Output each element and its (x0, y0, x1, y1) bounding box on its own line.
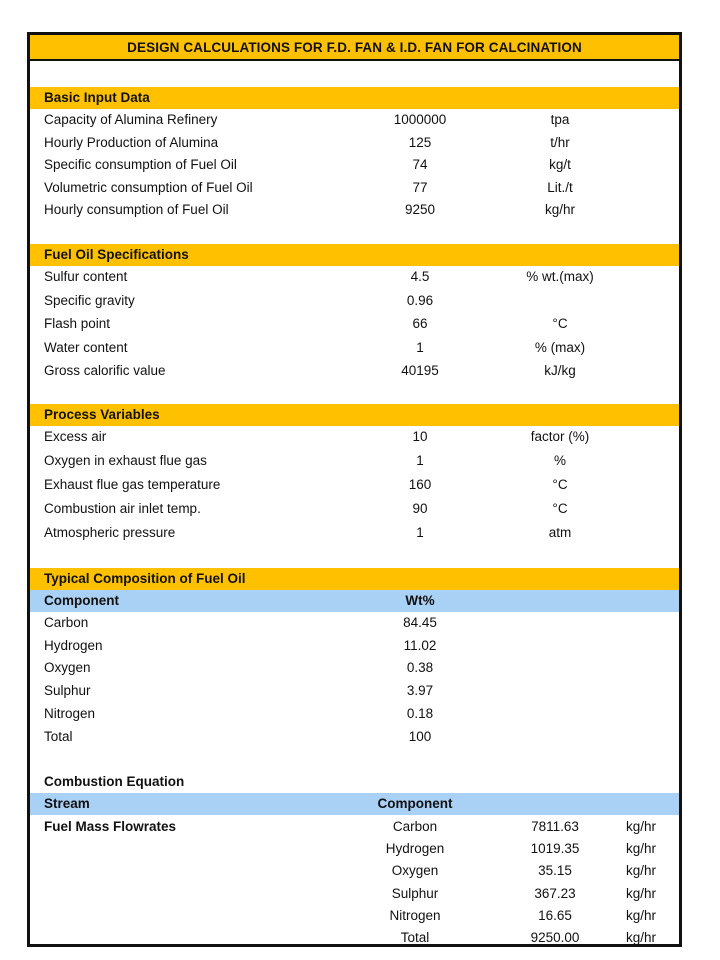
table-row (30, 177, 679, 199)
table-row (30, 657, 679, 679)
row-value: 1 (416, 453, 424, 468)
flowrate-row (30, 927, 679, 949)
row-label: Oxygen in exhaust flue gas (44, 453, 207, 468)
row-label: Gross calorific value (44, 363, 166, 378)
fuel-specs-heading: Fuel Oil Specifications (30, 244, 679, 266)
combustion-header-row (30, 793, 679, 815)
row-label: Total (44, 728, 73, 744)
row-unit: Lit./t (547, 179, 573, 195)
table-row (30, 522, 679, 544)
flowrate-row (30, 816, 679, 838)
row-label: Sulfur content (44, 269, 128, 284)
table-row (30, 313, 679, 335)
flowrate-row (30, 883, 679, 905)
flow-value: 1019.35 (530, 841, 580, 857)
flow-unit: kg/hr (626, 819, 657, 834)
row-value: 11.02 (403, 637, 437, 653)
table-row (30, 703, 679, 725)
composition-heading: Typical Composition of Fuel Oil (30, 568, 679, 590)
table-row (30, 450, 679, 472)
row-label: Hourly consumption of Fuel Oil (44, 202, 229, 217)
flow-value: 367.23 (534, 885, 576, 901)
table-row (30, 337, 679, 359)
row-label: Sulphur (44, 683, 91, 699)
flow-component: Nitrogen (389, 907, 441, 923)
table-row (30, 474, 679, 496)
flow-unit: kg/hr (626, 863, 657, 879)
row-label: Oxygen (44, 660, 91, 676)
row-label: Flash point (44, 316, 111, 331)
row-value: 1 (416, 525, 424, 540)
row-value: 3.97 (406, 683, 434, 699)
row-label: Atmospheric pressure (44, 525, 176, 540)
row-label: Specific gravity (44, 292, 135, 308)
row-value: 90 (412, 501, 428, 516)
table-row (30, 290, 679, 312)
row-value: 40195 (401, 363, 439, 378)
sheet-title: DESIGN CALCULATIONS FOR F.D. FAN & I.D. FAN FOR CALCINATION (30, 35, 679, 61)
composition-header-row (30, 590, 679, 612)
flow-component: Sulphur (391, 885, 439, 901)
row-unit: % (553, 453, 566, 468)
row-value: 77 (412, 179, 428, 195)
table-row (30, 132, 679, 154)
row-unit: kg/hr (544, 202, 575, 217)
table-row (30, 360, 679, 382)
flow-component: Hydrogen (385, 841, 445, 857)
row-unit: % wt.(max) (526, 269, 594, 284)
row-label: Capacity of Alumina Refinery (44, 112, 218, 127)
table-row (30, 680, 679, 702)
flow-unit: kg/hr (626, 841, 657, 857)
row-unit: atm (548, 525, 572, 540)
row-label: Specific consumption of Fuel Oil (44, 157, 237, 172)
row-unit: % (max) (534, 339, 586, 355)
row-unit: kg/t (549, 157, 571, 172)
row-label: Combustion air inlet temp. (44, 501, 201, 516)
row-value: 9250 (404, 202, 436, 217)
row-label: Hydrogen (44, 637, 103, 653)
table-row (30, 635, 679, 657)
row-label: Hourly Production of Alumina (44, 134, 219, 150)
row-value: 1 (416, 339, 424, 355)
flowrate-row (30, 838, 679, 860)
row-value: 160 (408, 477, 432, 492)
flow-unit: kg/hr (626, 930, 657, 945)
flow-component: Oxygen (391, 863, 439, 879)
row-value: 10 (412, 429, 428, 444)
row-value: 0.18 (406, 705, 434, 721)
row-value: 0.96 (406, 292, 434, 308)
row-value: 66 (412, 316, 428, 331)
row-label: Nitrogen (44, 705, 96, 721)
process-vars-heading: Process Variables (30, 404, 679, 426)
stream-col-header: Stream (44, 796, 90, 811)
row-value: 100 (408, 728, 432, 744)
row-label: Volumetric consumption of Fuel Oil (44, 179, 253, 195)
row-unit: °C (552, 316, 568, 331)
combustion-heading: Combustion Equation (44, 774, 185, 789)
table-row (30, 109, 679, 131)
row-unit: factor (%) (530, 429, 590, 444)
basic-input-heading: Basic Input Data (30, 87, 679, 109)
flow-value: 9250.00 (530, 930, 580, 945)
row-unit: °C (552, 477, 568, 492)
table-row (30, 154, 679, 176)
flow-value: 7811.63 (531, 819, 579, 834)
row-label: Excess air (44, 429, 107, 444)
flow-value: 16.65 (538, 907, 572, 923)
flow-component: Total (400, 930, 430, 945)
row-value: 1000000 (393, 112, 447, 127)
table-row (30, 199, 679, 221)
row-label: Water content (44, 339, 128, 355)
combustion-component-col-header: Component (377, 796, 453, 811)
row-unit: tpa (550, 112, 570, 127)
calculation-sheet (27, 32, 682, 947)
row-unit: t/hr (550, 134, 570, 150)
flow-unit: kg/hr (626, 907, 657, 923)
row-value: 0.38 (406, 660, 434, 676)
component-col-header: Component (44, 593, 119, 608)
row-unit: °C (552, 501, 568, 516)
table-row (30, 266, 679, 288)
flowrate-row (30, 905, 679, 927)
flow-component: Carbon (392, 819, 438, 834)
row-value: 125 (408, 134, 432, 150)
row-value: 74 (412, 157, 428, 172)
row-unit: kJ/kg (544, 363, 576, 378)
flow-unit: kg/hr (626, 885, 657, 901)
table-row (30, 426, 679, 448)
table-row (30, 498, 679, 520)
stream-label: Fuel Mass Flowrates (44, 819, 177, 834)
row-label: Carbon (44, 615, 89, 630)
row-value: 4.5 (410, 269, 430, 284)
flowrate-row (30, 860, 679, 882)
table-row (30, 612, 679, 634)
row-label: Exhaust flue gas temperature (44, 477, 221, 492)
flow-value: 35.15 (538, 863, 572, 879)
table-row (30, 726, 679, 748)
row-value: 84.45 (403, 615, 437, 630)
wt-col-header: Wt% (405, 593, 435, 608)
